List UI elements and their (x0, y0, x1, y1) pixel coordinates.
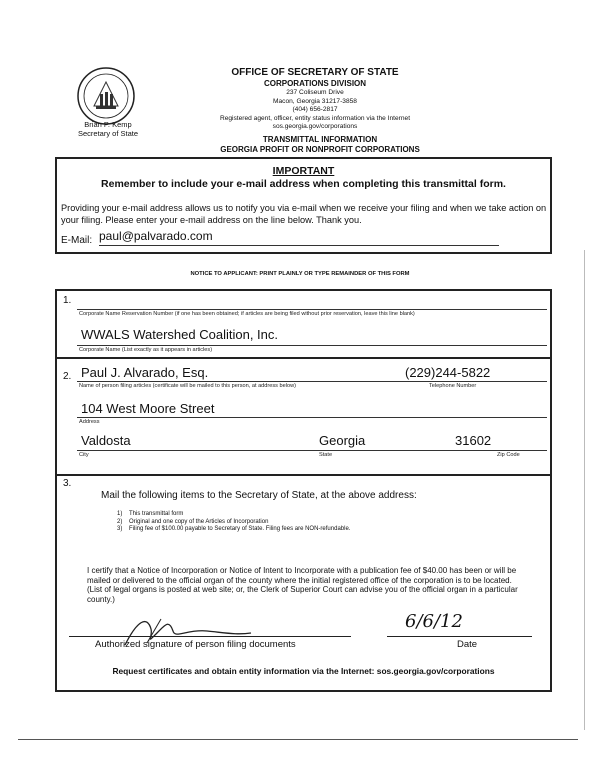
transmittal-title: TRANSMITTAL INFORMATION (262, 135, 378, 144)
address-field[interactable]: 104 West Moore Street (81, 401, 215, 416)
email-label: E-Mail: (61, 235, 93, 246)
city-field[interactable]: Valdosta (81, 433, 131, 448)
office-website: sos.georgia.gov/corporations (272, 123, 358, 130)
signature-label: Authorized signature of person filing documents (95, 639, 296, 650)
secretary-title: Secretary of State (77, 129, 139, 138)
date-label: Date (457, 639, 478, 650)
filer-line (77, 381, 547, 382)
section-2-number: 2. (63, 371, 72, 382)
reservation-label: Corporate Name Reservation Number (if one has been obtained; if articles are being filed without prior reservation, leave this line blank) (79, 311, 415, 317)
corporate-name-field[interactable]: WWALS Watershed Coalition, Inc. (81, 327, 278, 342)
page-right-edge (584, 250, 585, 730)
email-underline (99, 245, 499, 246)
secretary-block (58, 120, 158, 138)
signature-line (69, 636, 351, 637)
transmittal-heading (180, 135, 460, 155)
division-title: CORPORATIONS DIVISION (263, 79, 367, 88)
transmittal-subtitle: GEORGIA PROFIT OR NONPROFIT CORPORATIONS (220, 145, 420, 154)
section-3-number: 3. (63, 478, 72, 489)
zip-field[interactable]: 31602 (455, 433, 492, 448)
secretary-name: Brian P. Kemp (84, 120, 132, 129)
corporate-name-line (77, 345, 547, 346)
office-note: Registered agent, officer, entity status information via the Internet (219, 114, 411, 122)
filer-name-field[interactable]: Paul J. Alvarado, Esq. (81, 365, 209, 380)
section-divider-2 (55, 474, 552, 476)
page-bottom-rule (18, 739, 578, 740)
certification-text: I certify that a Notice of Incorporation or Notice of Intent to Incorporate with a publication fee of $40.00 has been or will be mailed or delivered to the official organ of the county where the initial registered office of the corporation is to be located. (List of legal organs is posted at web site; or, the Clerk of Superior Court can advise you of the official organ in a particular county.) (87, 566, 518, 604)
city-label: City (79, 452, 89, 458)
mail-heading: Mail the following items to the Secretary of State, at the above address: (101, 490, 417, 501)
request-certificates-text: Request certificates and obtain entity information via the Internet: sos.georgia.gov/corporations (112, 666, 495, 676)
state-label: State (319, 452, 333, 458)
telephone-field[interactable]: (229)244-5822 (405, 365, 491, 380)
zip-label: Zip Code (497, 452, 520, 458)
city-line (77, 450, 547, 451)
list-item: 2) Original and one copy of the Articles of Incorporation (117, 518, 269, 525)
list-item: 3) Filing fee of $100.00 payable to Secretary of State. Filing fees are NON-refundable. (117, 526, 351, 532)
important-box (55, 157, 552, 254)
address-label: Address (79, 419, 100, 425)
date-line (387, 636, 532, 637)
section-divider-1 (55, 357, 552, 359)
office-address-2: Macon, Georgia 31217-3858 (273, 97, 357, 105)
office-block (190, 67, 440, 132)
notice-to-applicant: NOTICE TO APPLICANT: PRINT PLAINLY OR TYPE REMAINDER OF THIS FORM (190, 271, 410, 277)
corporate-name-label: Corporate Name (List exactly as it appears in articles) (79, 347, 213, 353)
georgia-state-seal-icon (76, 66, 136, 126)
state-field[interactable]: Georgia (319, 433, 366, 448)
important-body: Providing your e-mail address allows us to notify you via e-mail when we receive your filing and when we take action on your filing. Please enter your e-mail address on the line below. Thank you. (61, 203, 547, 225)
important-title: IMPORTANT (272, 165, 335, 177)
office-address-1: 237 Coliseum Drive (286, 89, 344, 96)
filer-label: Name of person filing articles (certificate will be mailed to this person, at address below) (79, 383, 297, 389)
mail-items-list (117, 511, 350, 534)
reservation-line (77, 309, 547, 310)
email-field[interactable]: paul@palvarado.com (99, 229, 213, 243)
important-subtitle: Remember to include your e-mail address when completing this transmittal form. (101, 178, 506, 190)
office-phone: (404) 656-2817 (292, 106, 338, 113)
list-item: 1) This transmittal form (117, 511, 184, 517)
date-field[interactable]: 6/6/12 (405, 611, 463, 632)
telephone-label: Telephone Number (429, 383, 477, 389)
section-1-number: 1. (63, 295, 72, 306)
form-box (55, 289, 552, 692)
address-line (77, 417, 547, 418)
office-title: OFFICE OF SECRETARY OF STATE (231, 67, 399, 78)
